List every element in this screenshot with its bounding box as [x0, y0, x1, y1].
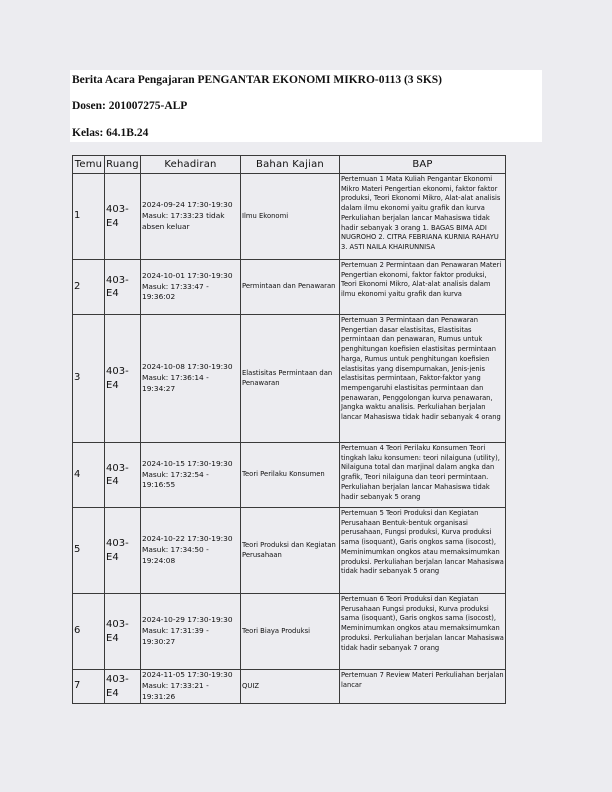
meeting-number: 7: [73, 670, 105, 704]
table-row: [73, 670, 506, 704]
bap-cell: Pertemuan 2 Permintaan dan Penawaran Materi Pengertian ekonomi, faktor faktor produksi, Teori Ekonomi Mikro, Alat-alat analisis dalam ilmu ekonomi yaitu grafik dan kurva: [340, 260, 506, 315]
attendance-cell: [141, 594, 241, 670]
schedule-text: 2024-10-15 17:30-19:30: [142, 458, 233, 468]
table-row: [73, 508, 506, 594]
meeting-number: 3: [73, 315, 105, 443]
room-cell: 403-E4: [105, 260, 141, 315]
material-cell: Ilmu Ekonomi: [241, 174, 340, 260]
report-title: Berita Acara Pengajaran PENGANTAR EKONOMI MIKRO-0113 (3 SKS): [72, 74, 442, 86]
attendance-text: Masuk: 17:33:47 - 19:36:02: [142, 281, 209, 302]
room-cell: 403-E4: [105, 508, 141, 594]
attendance-cell: [141, 174, 241, 260]
meeting-number: 1: [73, 174, 105, 260]
class-line: Kelas: 64.1B.24: [72, 127, 149, 139]
attendance-cell: [141, 670, 241, 704]
attendance-text: Masuk: 17:32:54 - 19:16:55: [142, 469, 209, 490]
column-header-room: Ruang: [105, 156, 141, 174]
meeting-number: 2: [73, 260, 105, 315]
table-row: [73, 594, 506, 670]
schedule-text: 2024-10-22 17:30-19:30: [142, 534, 233, 544]
attendance-cell: [141, 443, 241, 508]
schedule-text: 2024-10-01 17:30-19:30: [142, 270, 233, 280]
column-header-attendance: Kehadiran: [141, 156, 241, 174]
teaching-report-table: [72, 155, 506, 704]
table-row: [73, 315, 506, 443]
bap-cell: Pertemuan 6 Teori Produksi dan Kegiatan Perusahaan Fungsi produksi, Kurva produksi sama (isoquant), Garis ongkos sama (isocost), Meminimumkan ongkos atau memaksimumkan produksi. Perkuliahan berjalan lancar Mahasiswa tidak hadir sebanyak 7 orang: [340, 594, 506, 670]
column-header-meeting: Temu: [73, 156, 105, 174]
meeting-number: 6: [73, 594, 105, 670]
schedule-text: 2024-11-05 17:30-19:30: [142, 670, 233, 680]
table-row: [73, 260, 506, 315]
bap-cell: Pertemuan 3 Permintaan dan Penawaran Pengertian dasar elastisitas, Elastisitas permintaan dan penawaran, Rumus untuk penghitungan koefisien elastisitas permintaan harga, Rumus untuk penghitungan koefisien elastisitas yang disempurnakan, Jenis-jenis elastisitas permintaan, Faktor-faktor yang mempengaruhi elastisitas permintaan dan penawaran, Penggolongan kurva penawaran, Jangka waktu analisis. Perkuliahan berjalan lancar Mahasiswa tidak hadir sebanyak 4 orang: [340, 315, 506, 443]
attendance-text: Masuk: 17:31:39 - 19:30:27: [142, 626, 209, 646]
report-header: [70, 70, 542, 142]
room-cell: 403-E4: [105, 594, 141, 670]
bap-cell: Pertemuan 7 Review Materi Perkuliahan berjalan lancar: [340, 670, 506, 704]
material-cell: Teori Biaya Produksi: [241, 594, 340, 670]
material-cell: Teori Produksi dan Kegiatan Perusahaan: [241, 508, 340, 594]
meeting-number: 4: [73, 443, 105, 508]
bap-cell: Pertemuan 1 Mata Kuliah Pengantar Ekonomi Mikro Materi Pengertian ekonomi, faktor faktor produksi, Teori Ekonomi Mikro, Alat-alat analisis dalam ilmu ekonomi yaitu grafik dan kurva Perkuliahan berjalan lancar Mahasiswa tidak hadir sebanyak 3 orang 1. BAGAS BIMA ADI NUGROHO 2. CITRA FEBRIANA KURNIA RAHAYU 3. ASTI NAILA KHAIRUNNISA: [340, 174, 506, 260]
attendance-text: Masuk: 17:36:14 - 19:34:27: [142, 373, 209, 393]
attendance-cell: [141, 260, 241, 315]
schedule-text: 2024-10-08 17:30-19:30: [142, 362, 233, 372]
meeting-number: 5: [73, 508, 105, 594]
table-row: [73, 443, 506, 508]
column-header-bap: BAP: [340, 156, 506, 174]
table-row: [73, 174, 506, 260]
bap-cell: Pertemuan 4 Teori Perilaku Konsumen Teori tingkah laku konsumen: teori nilaiguna (utility), Nilaiguna total dan marjinal dalam angka dan grafik, Teori nilaiguna dan teori permintaan. Perkuliahan berjalan lancar Mahasiswa tidak hadir sebanyak 5 orang: [340, 443, 506, 508]
material-cell: Permintaan dan Penawaran: [241, 260, 340, 315]
room-cell: 403-E4: [105, 670, 141, 704]
column-header-material: Bahan Kajian: [241, 156, 340, 174]
schedule-text: 2024-09-24 17:30-19:30: [142, 200, 233, 210]
attendance-cell: [141, 315, 241, 443]
attendance-text: Masuk: 17:34:50 - 19:24:08: [142, 545, 209, 565]
room-cell: 403-E4: [105, 443, 141, 508]
schedule-text: 2024-10-29 17:30-19:30: [142, 615, 233, 625]
bap-cell: Pertemuan 5 Teori Produksi dan Kegiatan Perusahaan Bentuk-bentuk organisasi perusahaan, Fungsi produksi, Kurva produksi sama (isoquant), Garis ongkos sama (isocost), Meminimumkan ongkos atau memaksimumkan produksi. Perkuliahan berjalan lancar Mahasiswa tidak hadir sebanyak 5 orang: [340, 508, 506, 594]
material-cell: Teori Perilaku Konsumen: [241, 443, 340, 508]
lecturer-line: Dosen: 201007275-ALP: [72, 100, 188, 112]
room-cell: 403-E4: [105, 174, 141, 260]
material-cell: Elastisitas Permintaan dan Penawaran: [241, 315, 340, 443]
attendance-cell: [141, 508, 241, 594]
attendance-text: Masuk: 17:33:21 - 19:31:26: [142, 681, 209, 701]
table-header-row: [73, 156, 506, 174]
room-cell: 403-E4: [105, 315, 141, 443]
material-cell: QUIZ: [241, 670, 340, 704]
attendance-text: Masuk: 17:33:23 tidak absen keluar: [142, 211, 225, 231]
